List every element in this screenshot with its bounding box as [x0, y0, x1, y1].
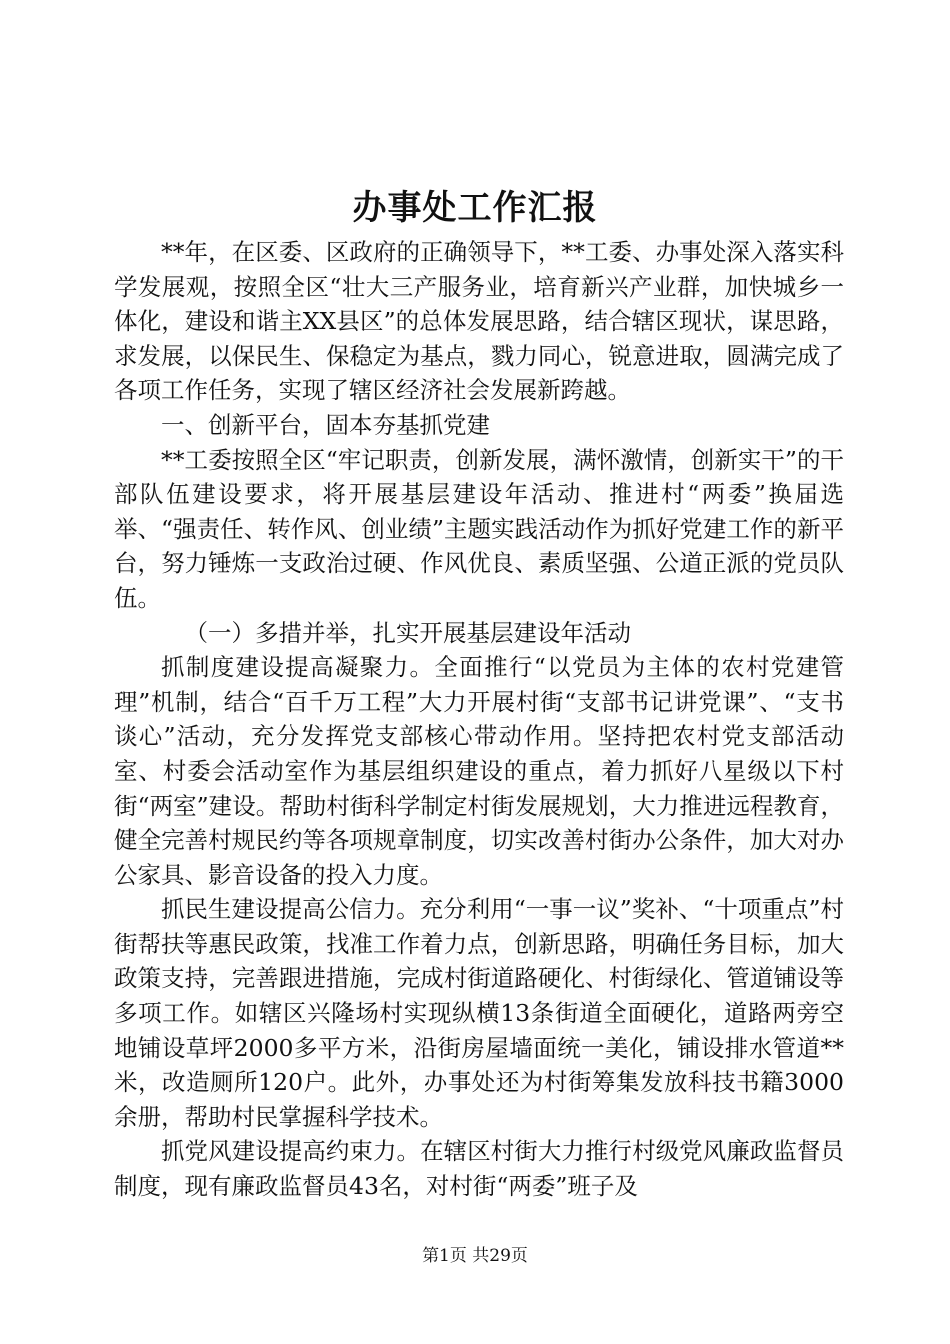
paragraph-party-conduct: 抓党风建设提高约束力。在辖区村街大力推行村级党风廉政监督员制度，现有廉政监督员43名，对村街“两委”班子及	[114, 1137, 844, 1201]
document-body	[114, 235, 844, 1204]
section-heading-1: 一、创新平台，固本夯基抓党建	[161, 410, 490, 439]
paragraph-section-1: **工委按照全区“牢记职责，创新发展，满怀激情，创新实干”的干部队伍建设要求，将开展基层建设年活动、推进村“两委”换届选举、“强责任、转作风、创业绩”主题实践活动作为抓好党建工作的新平台，努力锤炼一支政治过硬、作风优良、素质坚强、公道正派的党员队伍。	[114, 445, 844, 612]
paragraph-intro: **年，在区委、区政府的正确领导下，**工委、办事处深入落实科学发展观，按照全区“壮大三产服务业，培育新兴产业群，加快城乡一体化，建设和谐主XX县区”的总体发展思路，结合辖区现状，谋思路，求发展，以保民生、保稳定为基点，戮力同心，锐意进取，圆满完成了各项工作任务，实现了辖区经济社会发展新跨越。	[114, 238, 844, 405]
document-title: 办事处工作汇报	[352, 188, 598, 228]
page-number: 第1页 共29页	[422, 1246, 528, 1266]
paragraph-institution-building: 抓制度建设提高凝聚力。全面推行“以党员为主体的农村党建管理”机制，结合“百千万工程”大力开展村街“支部书记讲党课”、“支书谈心”活动，充分发挥党支部核心带动作用。坚持把农村党支部活动室、村委会活动室作为基层组织建设的重点，着力抓好八星级以下村街“两室”建设。帮助村街科学制定村街发展规划，大力推进远程教育，健全完善村规民约等各项规章制度，切实改善村街办公条件，加大对办公家具、影音设备的投入力度。	[114, 653, 844, 889]
subsection-heading-1: （一）多措并举，扎实开展基层建设年活动	[184, 618, 631, 647]
paragraph-livelihood-building: 抓民生建设提高公信力。充分利用“一事一议”奖补、“十项重点”村街帮扶等惠民政策，找准工作着力点，创新思路，明确任务目标，加大政策支持，完善跟进措施，完成村街道路硬化、村街绿化、管道铺设等多项工作。如辖区兴隆场村实现纵横13条街道全面硬化，道路两旁空地铺设草坪2000多平方米，沿街房屋墙面统一美化，铺设排水管道**米，改造厕所120户。此外，办事处还为村街筹集发放科技书籍3000余册，帮助村民掌握科学技术。	[114, 895, 844, 1131]
